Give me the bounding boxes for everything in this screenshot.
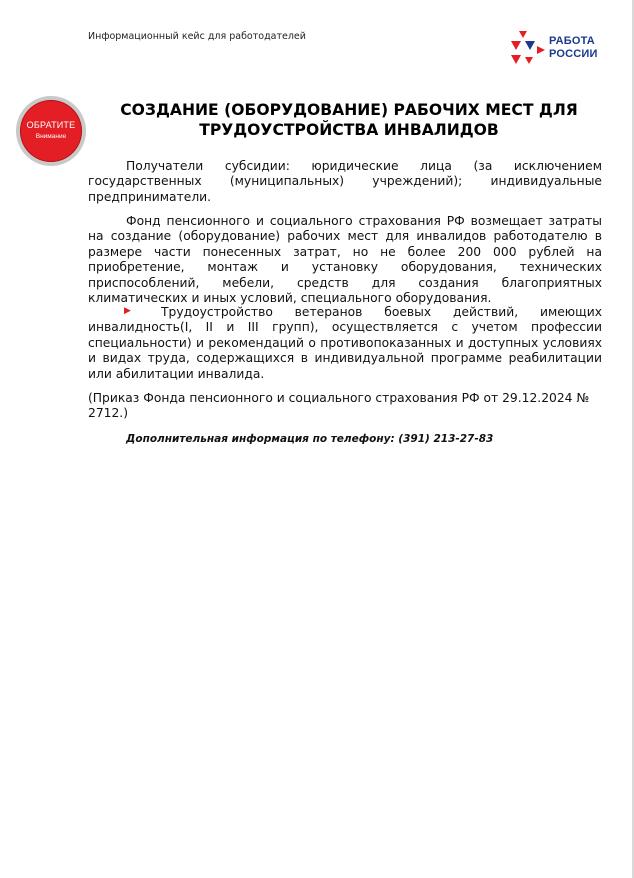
attention-badge — [16, 96, 86, 166]
badge-circle — [20, 100, 82, 162]
paragraph-recipients: Получатели субсидии: юридические лица (за исключением государственных (муниципальных) учреждений); индивидуальные предприниматели. — [88, 159, 602, 204]
rabota-rossii-logo-icon — [509, 29, 547, 69]
logo-line-1: РАБОТА — [549, 35, 595, 47]
logo-line-2: РОССИИ — [549, 48, 598, 60]
paragraph-veterans: Трудоустройство ветеранов боевых действий, имеющих инвалидность(I, II и III групп), осуществляется с учетом профессии специальности) и рекомендаций о противопоказанных и доступных условиях и видах труда, содержащихся в индивидуальной программе реабилитации или абилитации инвалида. — [88, 305, 602, 381]
badge-top-text: ОБРАТИТЕ — [26, 120, 76, 130]
paragraph-compensation: Фонд пенсионного и социального страхования РФ возмещает затраты на создание (оборудование) рабочих мест для инвалидов работодателю в размере части понесенных затрат, но не более 200 000 рублей на приобретение, монтаж и установку оборудования, технических приспособлений, мебели, средств для создания благоприятных климатических и иных условий, специального оборудования. — [88, 214, 602, 306]
paragraph-order-reference: (Приказ Фонда пенсионного и социального страхования РФ от 29.12.2024 № 2712.) — [88, 391, 590, 421]
contact-phone-line: Дополнительная информация по телефону: (391) 213-27-83 — [126, 433, 494, 445]
page-title: СОЗДАНИЕ (ОБОРУДОВАНИЕ) РАБОЧИХ МЕСТ ДЛЯ ТРУДОУСТРОЙСТВА ИНВАЛИДОВ — [120, 101, 578, 139]
header-caption: Информационный кейс для работодателей — [88, 31, 306, 42]
rabota-rossii-logo — [509, 29, 609, 69]
badge-bottom-text: Внимание — [35, 133, 67, 140]
triangle-bullet-icon: ▶ — [124, 306, 131, 316]
